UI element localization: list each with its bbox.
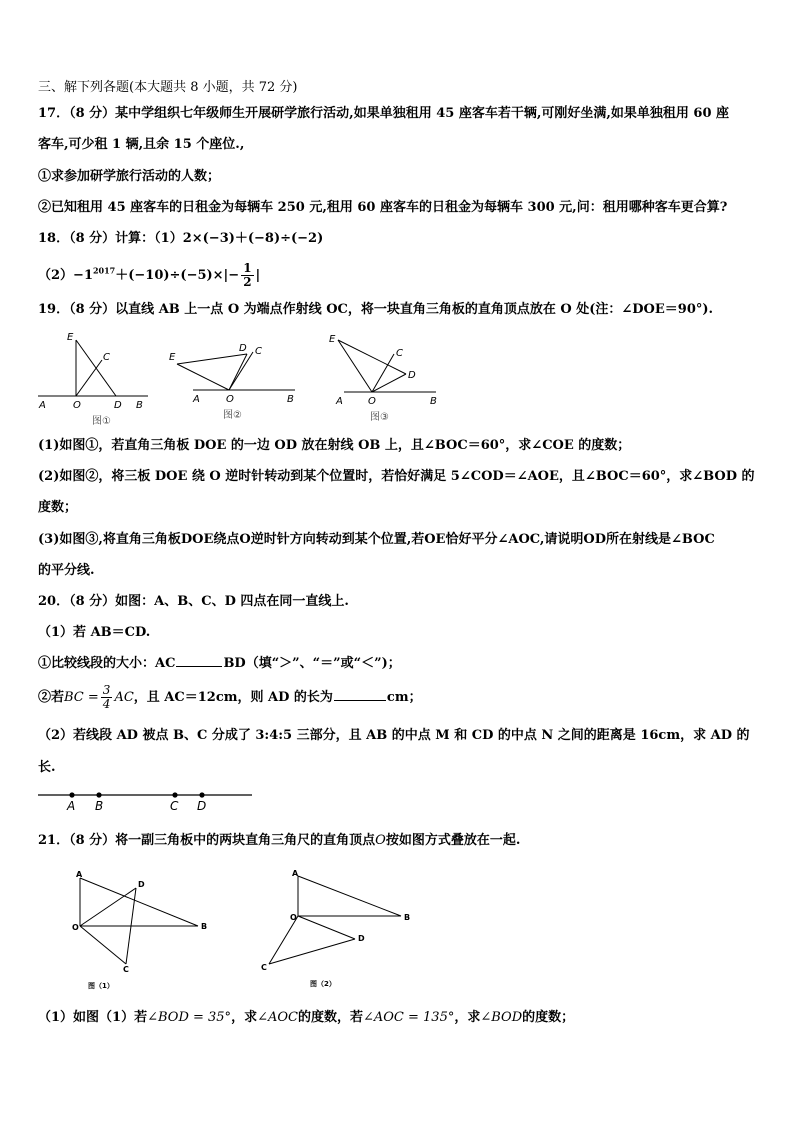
q21-line1-o: O <box>375 833 386 848</box>
q18-frac-den: 2 <box>243 275 252 289</box>
q21-p1-d: ，求 <box>454 1010 481 1025</box>
q21f1-label-B: B <box>201 922 208 931</box>
q20-length-expr-left: BC = <box>64 690 99 705</box>
q19-line1: 19．（8 分）以直线 AB 上一点 O 为端点作射线 OC，将一块直角三角板的直角顶点放在 O 处(注：∠DOE＝90°). <box>38 302 714 317</box>
f1-label-D: D <box>114 400 122 411</box>
q19-part1: (1)如图①，若直角三角板 DOE 的一边 OD 放在射线 OB 上，且∠BOC＝60°，求∠COE 的度数； <box>38 438 631 453</box>
f2-caption: 图② <box>223 410 242 421</box>
q21-p1-e: 的度数； <box>522 1010 575 1025</box>
q20-blank-1 <box>176 656 222 667</box>
f3-label-O: O <box>368 396 376 407</box>
q21f1-label-O: O <box>72 923 79 932</box>
q20-frac-den: 4 <box>102 697 111 711</box>
q18-exponent: 2017 <box>92 265 116 276</box>
q18-expr-a: （2）−1 <box>38 268 93 283</box>
q20-line1: 20．（8 分）如图：A、B、C、D 四点在同一直线上. <box>38 594 349 609</box>
q19-part3-line1: (3)如图③,将直角三角板DOE绕点O逆时针方向转动到某个位置,若OE恰好平分∠AOC,请说明OD所在射线是∠BOC <box>38 532 715 547</box>
q21-p1-expr3: ∠AOC = 135° <box>362 1010 455 1025</box>
q20-frac-num: 3 <box>102 683 111 697</box>
q21f2-label-O: O <box>290 913 297 922</box>
q21f1-label-A: A <box>76 870 83 879</box>
f2-label-O: O <box>226 394 234 405</box>
q21-part1 <box>38 1010 574 1026</box>
q19-part2-line1: (2)如图②，将三板 DOE 绕 O 逆时针转动到某个位置时，若恰好满足 5∠COD＝∠AOE，且∠BOC＝60°，求∠BOD 的 <box>38 469 755 484</box>
q18-frac-num: 1 <box>243 261 252 275</box>
section-heading: 三、解下列各题(本大题共 8 小题，共 72 分) <box>38 80 298 95</box>
q17-line1: 17．（8 分）某中学组织七年级师生开展研学旅行活动,如果单独租用 45 座客车若干辆,可刚好坐满,如果单独租用 60 座 <box>38 106 730 121</box>
q20-fraction <box>101 684 113 711</box>
q21-line1 <box>38 833 520 849</box>
q21-p1-a: （1）如图（1）若 <box>38 1010 148 1025</box>
label-C: C <box>170 799 179 813</box>
q19-figure-1 <box>36 328 156 428</box>
q18-expr-b: ＋(−10)÷(−5)×|− <box>115 268 240 283</box>
q21-p1-expr1: ∠BOD = 35° <box>147 1010 232 1025</box>
q18-line1: 18．（8 分）计算：（1）2×(−3)＋(−8)÷(−2) <box>38 231 324 246</box>
f3-label-A: A <box>336 396 343 407</box>
f2-label-C: C <box>255 346 262 357</box>
label-D: D <box>197 799 207 813</box>
q19-figure-3 <box>326 332 446 428</box>
q18-fraction <box>241 262 253 289</box>
q20-compare-b: BD（填“＞”、“＝”或“＜”)； <box>223 656 401 671</box>
f1-label-A: A <box>39 400 46 411</box>
q21-figure-1 <box>70 868 220 992</box>
f2-label-E: E <box>169 352 176 363</box>
q21-line1-a: 21．（8 分）将一副三角板中的两块直角三角尺的直角顶点 <box>38 833 376 848</box>
f3-label-B: B <box>430 396 437 407</box>
q18-line2 <box>38 262 260 289</box>
q21-figure-2 <box>255 866 415 992</box>
q20-compare-a: ①比较线段的大小：AC <box>38 656 176 671</box>
q21f2-label-D: D <box>358 934 365 943</box>
f2-label-D: D <box>239 343 247 354</box>
f3-caption: 图③ <box>370 412 389 423</box>
point-C <box>172 792 177 797</box>
q20-compare <box>38 656 401 672</box>
f1-label-B: B <box>136 400 143 411</box>
q19-part3-line2: 的平分线. <box>38 563 95 578</box>
point-A <box>69 792 74 797</box>
q21-p1-expr4: ∠BOD <box>480 1010 523 1025</box>
q21f2-label-B: B <box>404 913 411 922</box>
q21f1-label-C: C <box>123 965 129 974</box>
q17-line2: 客车,可少租 1 辆,且余 15 个座位., <box>38 137 245 152</box>
f2-label-A: A <box>193 394 200 405</box>
f1-caption: 图① <box>92 416 111 427</box>
q20-sub1: （1）若 AB＝CD. <box>38 625 151 640</box>
f1-label-E: E <box>67 332 74 343</box>
f3-label-D: D <box>408 370 416 381</box>
f1-label-O: O <box>73 400 81 411</box>
f1-label-C: C <box>103 352 110 363</box>
q21f2-caption: 图（2） <box>310 980 336 988</box>
q20-length-expr-right: AC <box>114 690 134 705</box>
q20-sub2-line1: （2）若线段 AD 被点 B、C 分成了 3:4:5 三部分，且 AB 的中点 M 和 CD 的中点 N 之间的距离是 16cm，求 AD 的 <box>38 728 750 743</box>
label-B: B <box>95 799 104 813</box>
f2-label-B: B <box>287 394 294 405</box>
q20-length-b: ，且 AC＝12cm，则 AD 的长为 <box>133 690 333 705</box>
q20-length-a: ②若 <box>38 690 65 705</box>
q17-part2: ②已知租用 45 座客车的日租金为每辆车 250 元,租用 60 座客车的日租金为每辆车 300 元,问：租用哪种客车更合算? <box>38 200 728 215</box>
f3-label-C: C <box>396 348 403 359</box>
point-D <box>199 792 204 797</box>
point-B <box>96 792 101 797</box>
q21-line1-b: 按如图方式叠放在一起. <box>385 833 521 848</box>
q21-p1-b: ，求 <box>231 1010 258 1025</box>
q17-part1: ①求参加研学旅行活动的人数； <box>38 169 221 184</box>
q19-part2-line2: 度数； <box>38 500 78 515</box>
q20-blank-2 <box>334 690 386 701</box>
q21f1-caption: 图（1） <box>88 982 114 990</box>
q21f2-label-C: C <box>261 963 267 972</box>
q20-line-figure <box>36 786 256 816</box>
f3-label-E: E <box>329 334 336 345</box>
q21-p1-expr2: ∠AOC <box>257 1010 298 1025</box>
label-A: A <box>67 799 76 813</box>
q20-length <box>38 684 422 711</box>
q21f2-label-A: A <box>292 869 299 878</box>
q19-figure-2 <box>165 338 305 428</box>
q20-sub2-line2: 长. <box>38 760 56 775</box>
q20-length-c: cm； <box>386 690 422 705</box>
q18-expr-c: | <box>255 268 261 283</box>
q21-p1-c: 的度数，若 <box>297 1010 363 1025</box>
q21f1-label-D: D <box>138 880 145 889</box>
